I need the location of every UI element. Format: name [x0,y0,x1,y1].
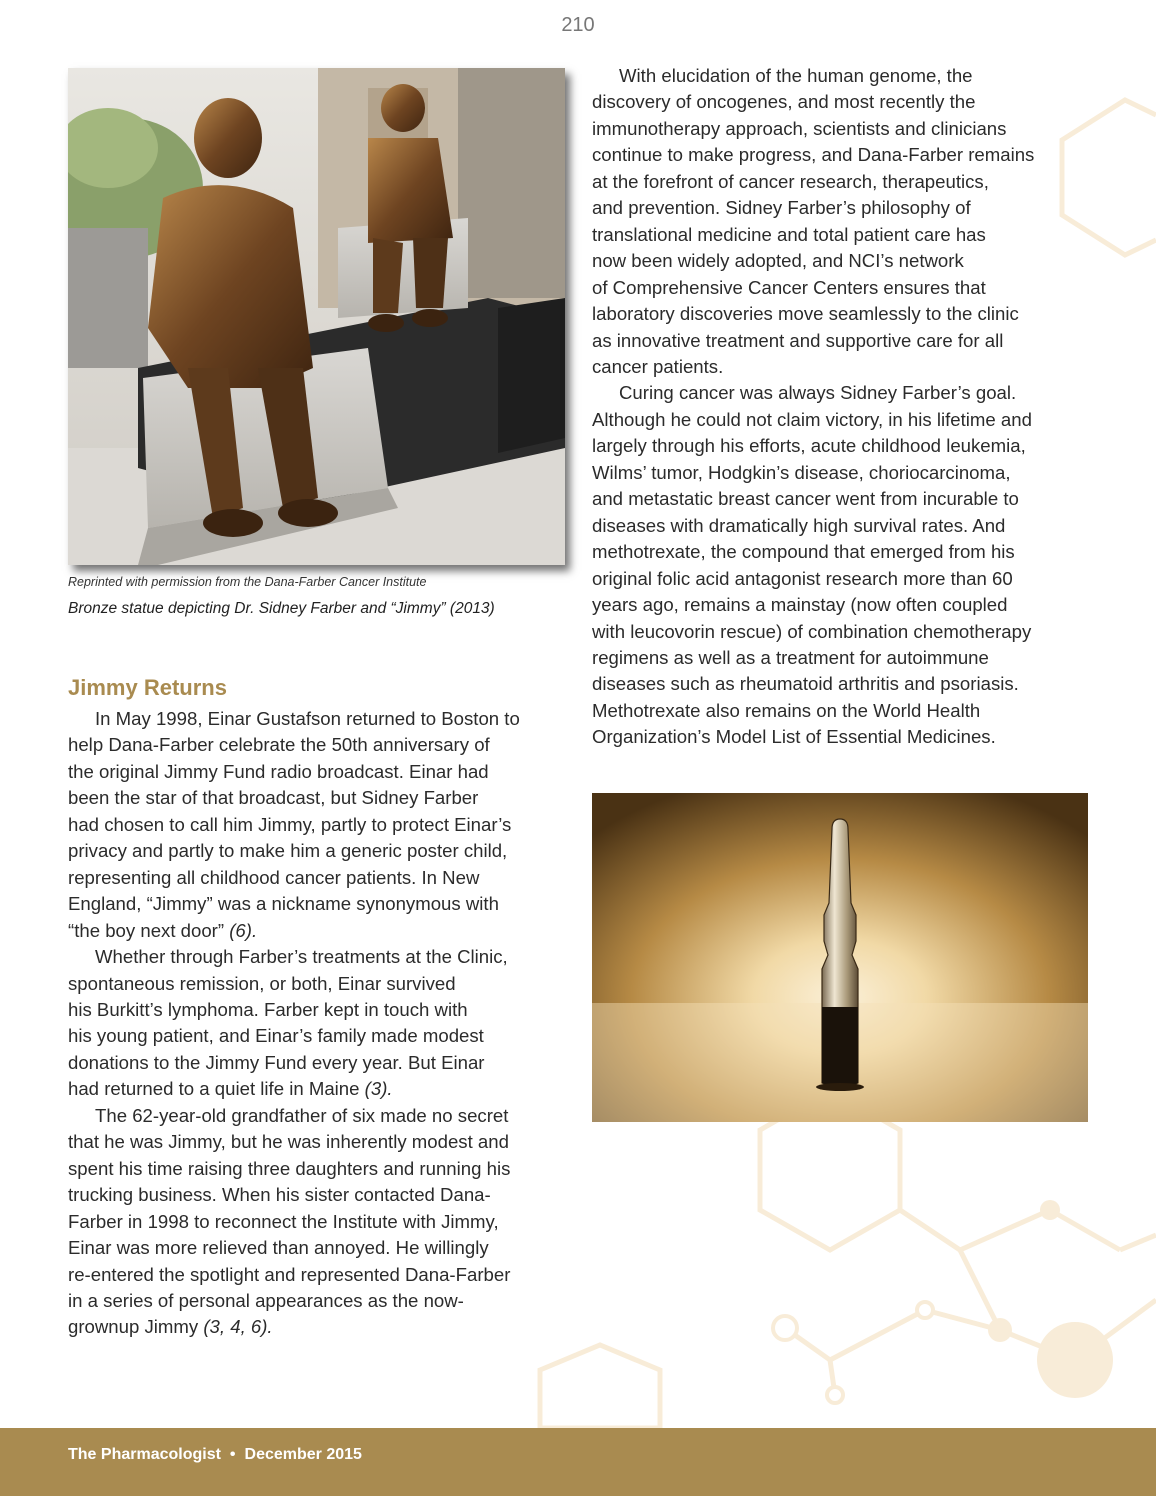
text-line: England, “Jimmy” was a nickname synonymous with [68,893,499,915]
text-line: in a series of personal appearances as the now- [68,1289,464,1311]
right-column [592,63,1092,751]
text-line: at the forefront of cancer research, therapeutics, [592,170,989,192]
text-line: his young patient, and Einar’s family made modest [68,1025,484,1047]
paragraph [68,706,568,944]
text-line: With elucidation of the human genome, the [619,65,973,86]
text-line: translational medicine and total patient care has [592,223,986,245]
text-line: and metastatic breast cancer went from incurable to [592,488,1019,510]
footer-bar [0,1428,1156,1496]
text-line: Einar was more relieved than annoyed. He willingly [68,1237,489,1259]
text-line: had chosen to call him Jimmy, partly to protect Einar’s [68,813,512,835]
text-line: methotrexate, the compound that emerged from his [592,541,1015,563]
paragraph [592,380,1092,750]
footer-text [68,1446,362,1464]
text-line: immunotherapy approach, scientists and clinicians [592,117,1007,139]
text-line: Wilms’ tumor, Hodgkin’s disease, choriocarcinoma, [592,461,1011,483]
text-line: re-entered the spotlight and represented Dana-Farber [68,1263,511,1285]
text-line: now been widely adopted, and NCI’s network [592,250,964,272]
text-line: Curing cancer was always Sidney Farber’s goal. [619,382,1017,404]
text-line: trucking business. When his sister contacted Dana- [68,1184,491,1206]
photo-caption: Bronze statue depicting Dr. Sidney Farber and “Jimmy” (2013) [68,600,495,617]
text-line: largely through his efforts, acute childhood leukemia, [592,435,1026,457]
text-line: Whether through Farber’s treatments at the Clinic, [95,946,508,968]
text-line: In May 1998, Einar Gustafson returned to Boston to [95,708,520,729]
text-line [68,1314,568,1340]
text-line: The 62-year-old grandfather of six made no secret [95,1104,509,1126]
text-line: spontaneous remission, or both, Einar survived [68,972,456,994]
text-line: discovery of oncogenes, and most recently the [592,91,976,113]
left-column [68,706,568,1341]
citation: (3, 4, 6). [203,1316,273,1338]
text-line: diseases with dramatically high survival rates. And [592,514,1006,536]
statue-photo [68,68,565,565]
text-line: with leucovorin rescue) of combination chemotherapy [592,620,1032,642]
text-line: cancer patients. [592,355,724,377]
text-line: privacy and partly to make him a generic poster child, [68,840,508,862]
text-line: years ago, remains a mainstay (now often coupled [592,594,1008,616]
text-line: original folic acid antagonist research more than 60 [592,567,1013,589]
page-number: 210 [561,14,595,36]
paragraph [68,1103,568,1341]
citation: (3). [364,1078,393,1100]
text-line: spent his time raising three daughters and running his [68,1157,511,1179]
footer-separator: • [229,1446,236,1463]
text-line: representing all childhood cancer patients. In New [68,866,480,888]
text-line [68,1076,568,1102]
text-line: Although he could not claim victory, in his lifetime and [592,408,1032,430]
line-text: had returned to a quiet life in Maine [68,1078,365,1100]
section-heading: Jimmy Returns [68,675,227,700]
text-line: that he was Jimmy, but he was inherently modest and [68,1131,509,1153]
text-line: Farber in 1998 to reconnect the Institute with Jimmy, [68,1210,499,1232]
text-line: help Dana-Farber celebrate the 50th anniversary of [68,734,490,756]
line-text: “the boy next door” [68,919,230,941]
text-line: as innovative treatment and supportive care for all [592,329,1004,351]
text-line: Organization’s Model List of Essential Medicines. [592,726,996,748]
publication-date: December 2015 [244,1446,362,1463]
line-text: grownup Jimmy [68,1316,204,1338]
text-line: Methotrexate also remains on the World Health [592,699,981,721]
text-line: his Burkitt’s lymphoma. Farber kept in touch with [68,998,468,1020]
text-line: the original Jimmy Fund radio broadcast. Einar had [68,760,489,782]
paragraph [68,944,568,1103]
text-line: donations to the Jimmy Fund every year. But Einar [68,1051,485,1073]
vial-photo [592,793,1088,1122]
text-line: laboratory discoveries move seamlessly to the clinic [592,303,1019,325]
text-line: continue to make progress, and Dana-Farber remains [592,144,1035,166]
photo-credit: Reprinted with permission from the Dana-Farber Cancer Institute [68,575,427,589]
text-line: been the star of that broadcast, but Sidney Farber [68,787,479,809]
publication-name: The Pharmacologist [68,1446,221,1463]
citation: (6). [229,919,258,941]
text-line [68,918,568,944]
text-line: of Comprehensive Cancer Centers ensures that [592,276,986,298]
bronze-statue-icon [68,68,565,565]
text-line: and prevention. Sidney Farber’s philosophy of [592,197,971,219]
paragraph [592,63,1092,380]
medicine-ampoule-icon [592,793,1088,1122]
text-line: regimens as well as a treatment for autoimmune [592,646,989,668]
text-line: diseases such as rheumatoid arthritis and psoriasis. [592,673,1019,695]
